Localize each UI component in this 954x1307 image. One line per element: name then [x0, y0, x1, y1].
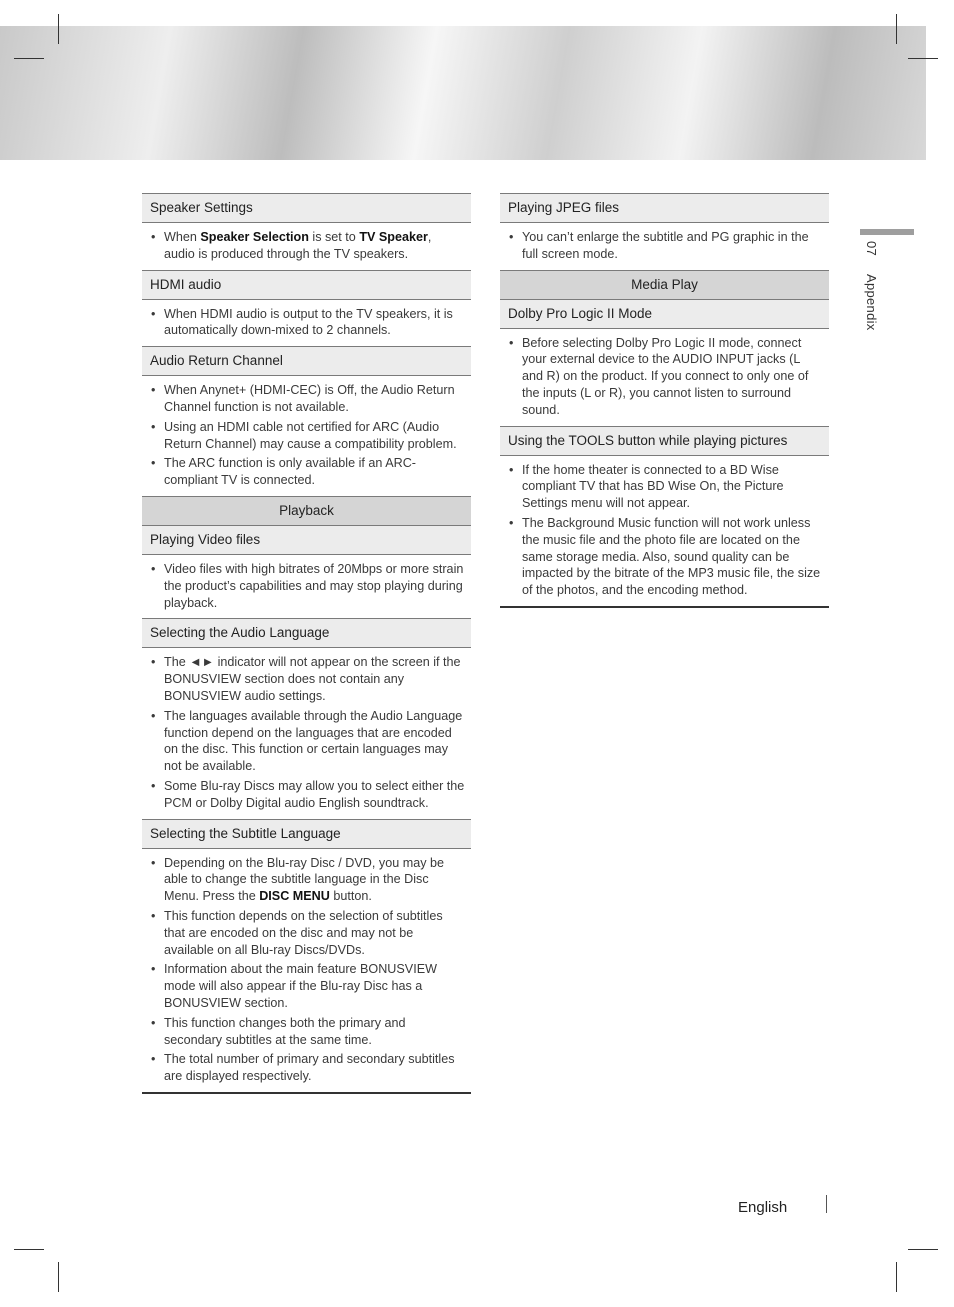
right-column	[500, 193, 829, 608]
group-header-playback: Playback	[142, 496, 471, 526]
footer-language: English	[738, 1199, 788, 1216]
list-item: • The ARC function is only available if an ARC-compliant TV is connected.	[150, 455, 465, 489]
section-header-dolby-pro-logic: Dolby Pro Logic II Mode	[500, 300, 829, 329]
section-header-video-files: Playing Video files	[142, 526, 471, 555]
list-item: • Before selecting Dolby Pro Logic II mode, connect your external device to the AUDIO INPUT jacks (L and R) on the product. If you connect to only one of the inputs (L or R), you cannot listen to surround sound.	[508, 335, 823, 419]
list-item: • Information about the main feature BONUSVIEW mode will also appear if the Blu-ray Disc has a BONUSVIEW section.	[150, 961, 465, 1011]
list-item: • This function changes both the primary and secondary subtitles at the same time.	[150, 1015, 465, 1049]
list-item: • Some Blu-ray Discs may allow you to select either the PCM or Dolby Digital audio English soundtrack.	[150, 778, 465, 812]
crop-mark	[14, 1249, 44, 1250]
list-item: • You can’t enlarge the subtitle and PG graphic in the full screen mode.	[508, 229, 823, 263]
list-item: • Depending on the Blu-ray Disc / DVD, you may be able to change the subtitle language in the Disc Menu. Press the DISC MENU button.	[150, 855, 465, 905]
crop-mark	[14, 58, 44, 59]
crop-mark	[908, 1249, 938, 1250]
chapter-number: 07	[864, 241, 879, 257]
list-item: • This function depends on the selection of subtitles that are encoded on the disc and may not be available on all Blu-ray Discs/DVDs.	[150, 908, 465, 958]
header-banner	[0, 26, 926, 160]
section-header-hdmi-audio: HDMI audio	[142, 270, 471, 300]
section-body-tools-button	[500, 456, 829, 606]
section-body-dolby-pro-logic	[500, 329, 829, 426]
section-body-hdmi-audio	[142, 300, 471, 347]
list-item: • The languages available through the Audio Language function depend on the languages that are encoded on the disc. This function or certain languages may not be available.	[150, 708, 465, 775]
left-column	[142, 193, 471, 1094]
section-body-arc	[142, 376, 471, 496]
list-item: • Using an HDMI cable not certified for ARC (Audio Return Channel) may cause a compatibility problem.	[150, 419, 465, 453]
list-item: • When HDMI audio is output to the TV speakers, it is automatically down-mixed to 2 channels.	[150, 306, 465, 340]
list-item: • The Background Music function will not work unless the music file and the photo file are located on the same storage media. Also, sound quality can be impacted by the bitrate of the MP3 music file, the size of the photos, and the encoding method.	[508, 515, 823, 599]
section-header-jpeg-files: Playing JPEG files	[500, 193, 829, 223]
list-item: • The total number of primary and secondary subtitles are displayed respectively.	[150, 1051, 465, 1085]
group-header-media-play: Media Play	[500, 270, 829, 300]
section-body-audio-language	[142, 648, 471, 818]
crop-mark	[58, 1262, 59, 1292]
footer-divider	[826, 1195, 827, 1213]
crop-mark	[896, 14, 897, 44]
crop-mark	[896, 1262, 897, 1292]
list-item: • Video files with high bitrates of 20Mbps or more strain the product’s capabilities and may stop playing during playback.	[150, 561, 465, 611]
list-item: • If the home theater is connected to a BD Wise compliant TV that has BD Wise On, the Picture Settings menu will not appear.	[508, 462, 823, 512]
section-header-subtitle-language: Selecting the Subtitle Language	[142, 819, 471, 849]
section-body-subtitle-language	[142, 849, 471, 1092]
section-header-tools-button: Using the TOOLS button while playing pictures	[500, 426, 829, 456]
chapter-tab-marker	[860, 229, 914, 235]
section-header-audio-language: Selecting the Audio Language	[142, 618, 471, 648]
list-item: • The ◄► indicator will not appear on the screen if the BONUSVIEW section does not contain any BONUSVIEW audio settings.	[150, 654, 465, 704]
section-body-jpeg-files	[500, 223, 829, 270]
section-header-arc: Audio Return Channel	[142, 346, 471, 376]
section-body-video-files	[142, 555, 471, 618]
crop-mark	[58, 14, 59, 44]
chapter-tab-label	[864, 241, 879, 331]
section-header-speaker-settings: Speaker Settings	[142, 193, 471, 223]
section-body-speaker-settings	[142, 223, 471, 270]
list-item: • When Speaker Selection is set to TV Speaker, audio is produced through the TV speakers.	[150, 229, 465, 263]
table-end-rule	[500, 606, 829, 608]
crop-mark	[908, 58, 938, 59]
chapter-title: Appendix	[864, 273, 879, 331]
table-end-rule	[142, 1092, 471, 1094]
list-item: • When Anynet+ (HDMI-CEC) is Off, the Audio Return Channel function is not available.	[150, 382, 465, 416]
